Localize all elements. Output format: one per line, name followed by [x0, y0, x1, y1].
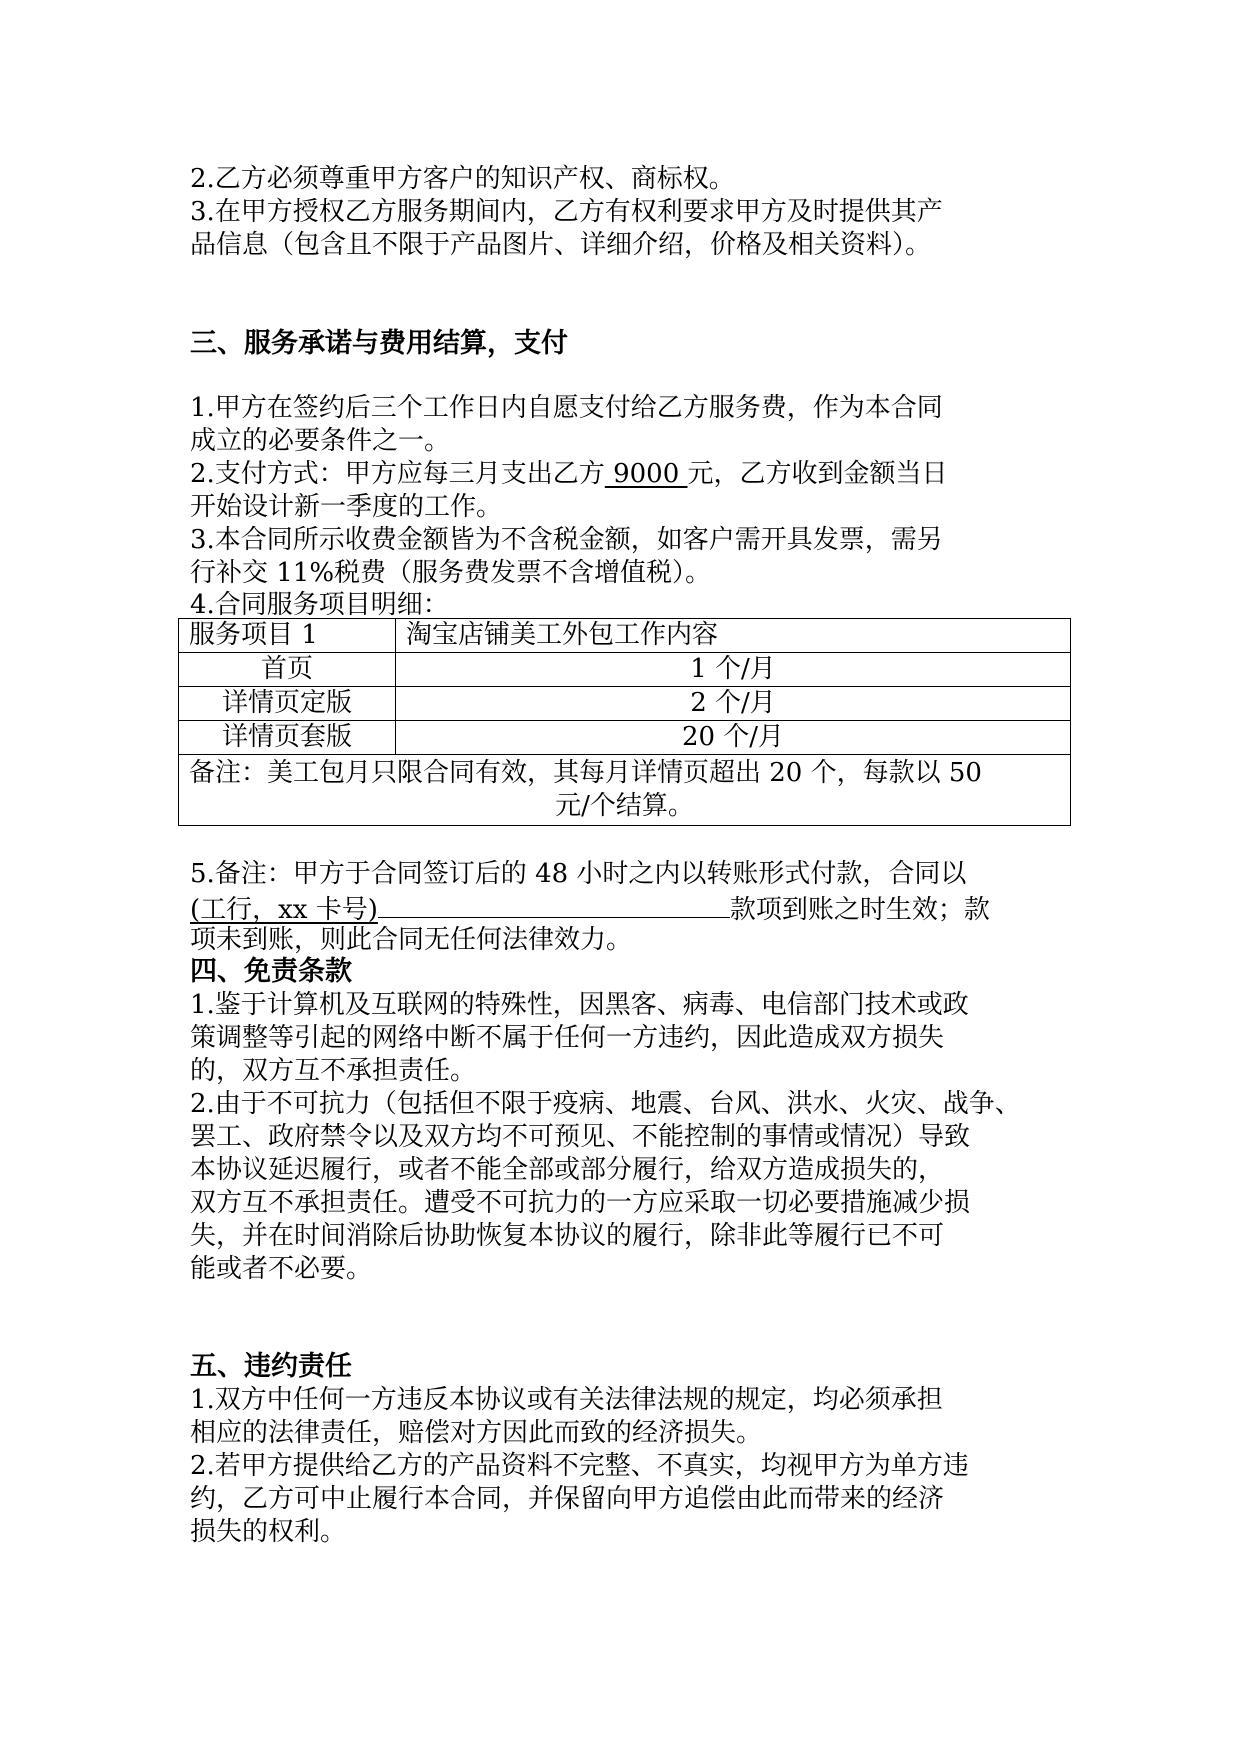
- table-cell-qty: 1 个/月: [396, 653, 1071, 687]
- clause-4-2-line5: 失，并在时间消除后协助恢复本协议的履行，除非此等履行已不可: [190, 1221, 945, 1251]
- clause-2-3-line1: 3.在甲方授权乙方服务期间内，乙方有权利要求甲方及时提供其产: [190, 197, 943, 227]
- clause-5-2-line2: 约，乙方可中止履行本合同，并保留向甲方追偿由此而带来的经济: [190, 1484, 945, 1514]
- clause-3-5-line3: 项未到账，则此合同无任何法律效力。: [190, 925, 633, 955]
- table-cell-item: 详情页套版: [179, 721, 396, 755]
- clause-3-5-line2: [190, 891, 1080, 927]
- clause-4-2-line6: 能或者不必要。: [190, 1254, 373, 1284]
- table-cell-qty: 20 个/月: [396, 721, 1071, 755]
- clause-3-4: 4.合同服务项目明细：: [190, 590, 449, 620]
- service-items-table: [178, 618, 1071, 826]
- table-note-line1: 备注：美工包月只限合同有效，其每月详情页超出 20 个，每款以 50: [189, 758, 982, 788]
- clause-4-1-line2: 策调整等引起的网络中断不属于任何一方违约，因此造成双方损失: [190, 1023, 945, 1053]
- section-5-heading: 五、违约责任: [190, 1351, 352, 1382]
- clause-3-3-line1: 3.本合同所示收费金额皆为不含税金额，如客户需开具发票，需另: [190, 525, 943, 555]
- clause-4-2-line1: 2.由于不可抗力（包括但不限于疫病、地震、台风、洪水、火灾、战争、: [190, 1089, 1021, 1119]
- table-cell-item: 首页: [179, 653, 396, 687]
- clause-5-2-line3: 损失的权利。: [190, 1517, 347, 1547]
- clause-4-2-line3: 本协议延迟履行，或者不能全部或部分履行，给双方造成损失的，: [190, 1155, 945, 1185]
- bank-account-blank: [378, 891, 730, 918]
- payment-amount: 9000: [604, 459, 688, 489]
- clause-5-2-line1: 2.若甲方提供给乙方的产品资料不完整、不真实，均视甲方为单方违: [190, 1451, 969, 1481]
- table-cell-qty: 2 个/月: [396, 687, 1071, 721]
- table-header-row: [179, 619, 1071, 653]
- table-note-row: [179, 755, 1071, 826]
- clause-3-5-line1: 5.备注：甲方于合同签订后的 48 小时之内以转账形式付款，合同以: [190, 859, 967, 889]
- table-header-service-item: 服务项目 1: [179, 619, 396, 653]
- clause-3-1-line1: 1.甲方在签约后三个工作日内自愿支付给乙方服务费，作为本合同: [190, 393, 943, 423]
- table-cell-item: 详情页定版: [179, 687, 396, 721]
- clause-3-5-suffix: 款项到账之时生效；款: [729, 895, 990, 925]
- payment-method-suffix: 元，乙方收到金额当日: [687, 459, 948, 489]
- clause-5-1-line1: 1.双方中任何一方违反本协议或有关法律法规的规定，均必须承担: [190, 1385, 943, 1415]
- bank-account-field: (工行，xx 卡号): [190, 895, 378, 925]
- clause-3-2-line1: [190, 458, 1080, 491]
- table-note-line2: 元/个结算。: [555, 791, 694, 821]
- clause-3-3-line2: 行补交 11%税费（服务费发票不含增值税）。: [190, 558, 712, 588]
- clause-3-2-line2: 开始设计新一季度的工作。: [190, 492, 503, 522]
- table-note-cell: [179, 755, 1071, 826]
- clause-4-1-line1: 1.鉴于计算机及互联网的特殊性，因黑客、病毒、电信部门技术或政: [190, 990, 969, 1020]
- table-row: [179, 721, 1071, 755]
- table-row: [179, 687, 1071, 721]
- table-header-work-content: 淘宝店铺美工外包工作内容: [396, 619, 1071, 653]
- clause-2-2: 2.乙方必须尊重甲方客户的知识产权、商标权。: [190, 164, 735, 194]
- section-3-heading: 三、服务承诺与费用结算，支付: [190, 328, 568, 359]
- clause-5-1-line2: 相应的法律责任，赔偿对方因此而致的经济损失。: [190, 1418, 763, 1448]
- section-4-heading: 四、免责条款: [190, 956, 352, 987]
- clause-4-2-line4: 双方互不承担责任。遭受不可抗力的一方应采取一切必要措施减少损: [190, 1188, 971, 1218]
- clause-4-2-line2: 罢工、政府禁令以及双方均不可预见、不能控制的事情或情况）导致: [190, 1122, 971, 1152]
- clause-3-1-line2: 成立的必要条件之一。: [190, 426, 451, 456]
- table-row: [179, 653, 1071, 687]
- payment-method-prefix: 2.支付方式：甲方应每三月支出乙方: [190, 459, 605, 489]
- clause-2-3-line2: 品信息（包含且不限于产品图片、详细介绍，价格及相关资料）。: [190, 230, 932, 260]
- clause-4-1-line3: 的，双方互不承担责任。: [190, 1056, 477, 1086]
